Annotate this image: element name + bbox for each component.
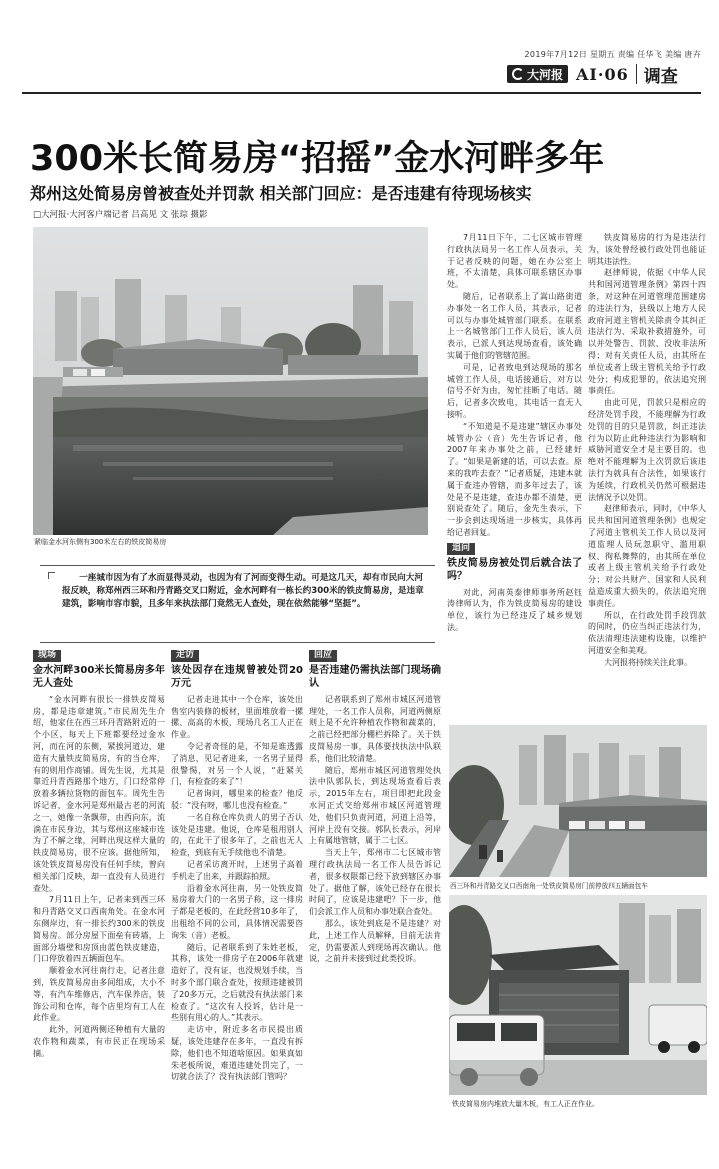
page-number: AⅠ·06 [576,64,629,84]
col2-para-6: 沿着金水河往南，另一处铁皮简易房着大门的一名男子称，这一排房子都是老板的，在此经营10多年了，出租给不同的公司，具体情况需要咨询朱（音）老板。 [171,883,303,940]
col5-para-3: 由此可见，罚款只是相应的经济处罚手段，不能理解为行政处罚的目的只是罚款，纠正违法行为以防止此种违法行为影响和威胁河道安全才是主要目的。也绝对不能理解为上次罚款后该违法行为就具有合法性，如果该行为延续，行政机关仍然可根据违法情况予以处罚。 [588,398,706,502]
col2-para-8: 走访中，附近多名市民提出质疑，该处违建存在多年，一直没有拆除，他们也不知道啥原因。如果真如朱老板所说，难道违建处罚完了，一切就合法了？没有执法部门管吗？ [171,1025,303,1082]
column-1 [33,646,165,1166]
col5-para-6: 大河报将持续关注此事。 [604,657,692,667]
column-5 [588,232,706,722]
column-4 [447,232,582,722]
col5-para-1: 铁皮简易房的行为是违法行为，该处曾经被行政处罚也能证明其违法性。 [588,233,706,266]
col2-para-2: 令记者奇怪的是，不知是谁透露了消息，见记者进来，一名男子显得很警惕，对另一个人说，“赶紧关门，有检查的来了”！ [171,741,303,787]
col1-heading: 金水河畔300米长简易房多年无人查处 [33,664,165,689]
column-3 [309,646,441,1166]
col1-para-3: 顺着金水河往南行走，记者注意到，铁皮简易房由多间组成，大小不等，有汽车维修店，汽车保养店，装饰公司和仓库，每个店里均有工人在此作业。 [33,966,165,1023]
tag-scene: 现场 [33,650,61,662]
newspaper-logo [507,65,568,83]
byline: □大河报·大河客户端记者 吕高见 文 张琮 摄影 [33,210,208,220]
tag-visit: 走访 [171,650,199,662]
col2-para-7: 随后，记者联系到了朱姓老板，其称，该处一排房子在2006年就建造好了，没有证，也没规划手续，当时多个部门联合查处，按照违建被罚了20多万元，之后就没有执法部门来检查了。“这次有人投诉，估计是一些别有用心的人。”其表示。 [171,942,303,1023]
mid-photo-caption: 西三环和丹青路交叉口西南角一处铁皮简易房门前停放四五辆面包车 [450,882,648,890]
top-photo-caption: 紧临金水河东侧有300米左右的铁皮简易房 [34,538,167,546]
subheadline: 郑州这处简易房曾被查处并罚款 相关部门回应：是否违建有待现场核实 [30,184,532,203]
col4-cont-3: 可是，记者致电到达现场的那名城管工作人员，电话接通后，对方以信号不好为由，匆忙挂断了电话。随后，记者多次致电，其电话一直无人接听。 [447,362,582,419]
tag-response: 回应 [309,650,337,662]
col5-para-2: 赵律师说，依据《中华人民共和国河道管理条例》第四十四条，对这种在河道管理范围建房的违法行为，县级以上地方人民政府河道主管机关除责令其纠正违法行为、采取补救措施外，可以并处警告、罚款、没收非法所得；对有关责任人员，由其所在单位或者上级主管机关给予行政处分；构成犯罪的，依法追究刑事责任。 [588,268,706,396]
headline: 300米长简易房“招摇”金水河畔多年 [30,139,605,179]
col2-para-4: 一名自称仓库负责人的男子否认该处是违建。他说，仓库是租用别人的，在此干了很多年了，之前也无人检查，到底有无手续他也不清楚。 [171,812,303,858]
header-divider [636,64,637,84]
col3-para-3: 当天上午，郑州市二七区城市管理行政执法局一名工作人员告诉记者，很多权限都已经下放到辖区办事处了。据他了解，该处已经存在很长时间了，应该是违建吧？下一步，他们会派工作人员和办事处联合查处。 [309,848,441,917]
column-2 [171,646,303,1166]
col2-para-1: 记者走进其中一个仓库，该处出售室内装修的板材，里面堆放着一摞摞、高高的木板，现场几名工人正在作业。 [171,694,303,740]
col2-heading: 该处因存在违规曾被处罚20万元 [171,664,303,689]
tag-followup: 追问 [447,543,475,555]
logo-text: 大河报 [527,67,564,82]
col4-heading: 铁皮简易房被处罚后就合法了吗？ [447,557,582,582]
vans-photo-image [449,725,707,877]
col4-cont-1: 7月11日下午，二七区城市管理行政执法局另一名工作人员表示，关于记者反映的问题，她在办公室上班，不太清楚，具体可联系辖区办事处。 [447,233,582,290]
col3-para-2: 随后，郑州市城区河道管理处执法中队郭队长，到达现场查看后表示，2015年左右，项目即把此段金水河正式交给郑州市城区河道管理处，他们只负责河道，河道上沿等，河岸上没有交接。郭队长表示，河岸上有属地管辖，属于二七区。 [309,765,441,846]
lead-box [40,565,435,643]
col5-para-4: 赵律师表示，同时，《中华人民共和国河道管理条例》也规定了河道主管机关工作人员以及河道监理人员玩忽职守、滥用职权、徇私舞弊的，由其所在单位或者上级主管机关给予行政处分；对公共财产、国家和人民利益造成重大损失的，依法追究刑事责任。 [588,504,706,608]
header-bar [507,62,678,86]
shed-interior-photo-image [449,895,707,1095]
col4-para-1: 对此，河南英泰律师事务所赵钰涛律师认为，作为铁皮简易房的建设单位，该行为已经违反了城乡规划法。 [447,587,582,632]
riverside-photo-image [33,227,428,535]
header-rule [22,92,701,94]
col4-cont-2: 随后，记者联系上了嵩山路街道办事处一名工作人员，其表示，记者可以与办事处城管部门联系。在联系上一名城管部门工作人员后，该人员表示，已派人到达现场查看，该处确实属于他们的管辖范围。 [447,291,582,360]
col1-para-2: 7月11日上午，记者来到西三环和丹青路交叉口西南角处。在金水河东侧岸边，有一排长约300米的铁皮简易房。部分房屋下面垒有砖墙，上面部分墙壁和房顶由蓝色铁皮建造，门口停放着四五辆面包车。 [33,895,165,964]
logo-swirl-icon [512,68,524,80]
header-date-line: 2019年7月12日 星期五 责编 任华飞 美编 唐卉 [524,50,701,59]
col5-para-5: 所以，在行政处罚手段罚款的同时，仍应当纠正违法行为，依法清理违法建构设施，以维护河道安全和美观。 [588,610,706,655]
photo-shed-interior [449,895,707,1095]
section-name: 调查 [643,66,678,87]
col2-para-3: 记者询问，哪里来的检查？他反驳：“没有呀，哪儿也没有检查。” [171,789,303,810]
col3-heading: 是否违建仍需执法部门现场确认 [309,664,441,689]
bottom-photo-caption: 铁皮简易房内堆放大量木板，有工人正在作业。 [452,1100,599,1108]
col3-para-4: 那么，该处到底是不是违建？对此，上述工作人员解释，目前无法肯定，仍需要派人到现场再次确认。他说，之前并未接到过此类投诉。 [309,918,441,964]
col1-para-1: “金水河畔有很长一排铁皮简易房，都是违章建筑。”市民周先生介绍，他家住在西三环丹青路附近的一个小区，每天上下班都要经过金水河，而在河的东侧，紧挨河道边，建造有大量铁皮简易房，有的当仓库，有的则用作商铺。周先生说，尤其是靠近丹青西路那个地方，门口经常停放着多辆拉货物的面包车。周先生告诉记者，金水河是郑州最古老的河流之一，她像一条飘带，由西向东，流淌在市民身边，其与郑州这座城市连为了不解之缘，河畔出现这样大量的铁皮简易房，很不应该。据他所知，该处铁皮简易房没有任何手续，曾向相关部门反映，却一直没有人员进行查处。 [33,694,165,893]
photo-riverside-sheds [33,227,428,535]
col3-para-1: 记者联系到了郑州市城区河道管理处，一名工作人员称，河道两侧原则上是不允许种植农作物和蔬菜的，之前已经把部分棚栏拆除了。关于铁皮简易房一事，具体要找执法中队联系，他们比较清楚。 [309,694,441,763]
lead-text: 一座城市因为有了水而显得灵动，也因为有了河而变得生动。可是这几天，却有市民向大河报反映，称郑州西三环和丹青路交叉口附近，金水河畔有一栋长约300米的铁皮简易房，是违章建筑，影响市容市貌，且多年来执法部门竟然无人查处，现在依然能够“坚挺”。 [62,573,424,609]
photo-vans-at-shed [449,725,707,877]
col4-cont-4: “不知道是不是违建”辖区办事处城管办公（音）先生告诉记者，他2007年来办事处之前，已经建好了。“如果是新建的话，可以去查。原来的我咋去查？”记者质疑，违建本就属于查违办管辖，而多年过去了，该处是不是违建，查违办都不清楚，更别说查处了。随后，金先生表示，下一步会到达现场进一步核实，具体再给记者回复。 [447,421,582,537]
col2-para-5: 记者采访离开时，上述男子高着手机走了出来，并跟踪拍照。 [171,859,303,881]
col1-para-4: 此外，河道两侧还种植有大量的农作物和蔬菜，有市民正在现场采摘。 [33,1025,165,1058]
